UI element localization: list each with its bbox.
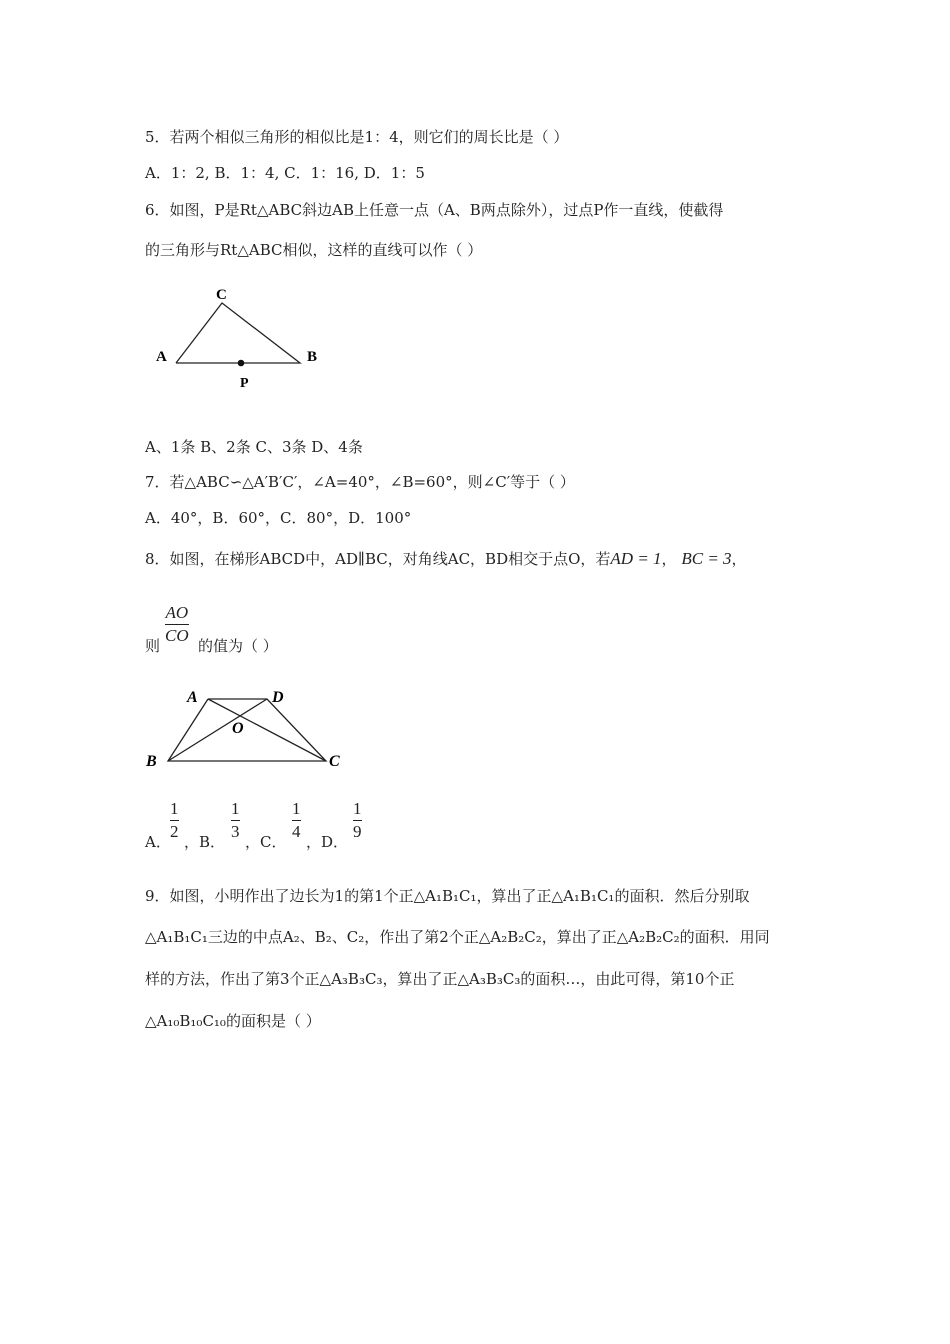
q8-ratio-suffix: 的值为（ ） bbox=[198, 637, 278, 655]
label-b: B bbox=[307, 349, 318, 365]
q8-opt-a-label: A． bbox=[145, 833, 171, 851]
q8-opt-d-label: ，D． bbox=[306, 833, 349, 851]
q5-options: A．1：2, B．1：4, C．1：16, D．1：5 bbox=[145, 164, 425, 182]
trapezoid-abcd bbox=[168, 699, 326, 761]
q8-ratio-fraction bbox=[165, 603, 189, 646]
fraction-bar bbox=[292, 820, 301, 821]
q8-cond-ad: AD = 1 bbox=[610, 549, 662, 568]
q8-opt-c-label: ，C． bbox=[245, 833, 287, 851]
q8-ratio-num: AO bbox=[165, 603, 189, 622]
q8-trapezoid-figure bbox=[140, 684, 355, 776]
q8-opt-b-label: ，B． bbox=[184, 833, 226, 851]
label-d: D bbox=[272, 689, 284, 706]
q6-triangle-figure bbox=[150, 282, 330, 392]
label-p: P bbox=[240, 376, 249, 391]
point-p bbox=[238, 360, 245, 367]
q9-line4: △A₁₀B₁₀C₁₀的面积是（ ） bbox=[145, 1012, 321, 1030]
q7-options: A．40°，B．60°，C．80°，D．100° bbox=[145, 509, 412, 527]
fraction-den: 4 bbox=[292, 822, 301, 841]
q9-line3: 样的方法，作出了第3个正△A₃B₃C₃，算出了正△A₃B₃C₃的面积…，由此可得，第10个正 bbox=[145, 970, 735, 988]
q8-cond-bc: BC = 3 bbox=[681, 549, 732, 568]
label-o: O bbox=[232, 720, 244, 737]
label-a: A bbox=[187, 689, 198, 706]
q6-question-line2: 的三角形与Rt△ABC相似，这样的直线可以作（ ） bbox=[145, 241, 483, 259]
fraction-den: 9 bbox=[353, 822, 362, 841]
q7-question: 7．若△ABC∽△A′B′C′，∠A=40°，∠B=60°，则∠C′等于（ ） bbox=[145, 473, 575, 491]
label-b: B bbox=[146, 753, 157, 770]
q8-ratio-den: CO bbox=[165, 626, 189, 645]
fraction-bar bbox=[353, 820, 362, 821]
fraction-bar bbox=[165, 624, 189, 625]
fraction-num: 1 bbox=[170, 799, 179, 818]
fraction-den: 3 bbox=[231, 822, 240, 841]
q6-options: A、1条 B、2条 C、3条 D、4条 bbox=[145, 438, 363, 456]
q9-line1: 9．如图，小明作出了边长为1的第1个正△A₁B₁C₁，算出了正△A₁B₁C₁的面积．然后分别取 bbox=[145, 887, 750, 905]
q8-question bbox=[145, 549, 747, 569]
label-c: C bbox=[329, 753, 340, 770]
q8-question-text: 8．如图，在梯形ABCD中，AD∥BC，对角线AC，BD相交于点O，若 bbox=[145, 550, 611, 568]
q9-line2: △A₁B₁C₁三边的中点A₂、B₂、C₂，作出了第2个正△A₂B₂C₂，算出了正△A₂B₂C₂的面积．用同 bbox=[145, 928, 770, 946]
q8-ratio-prefix: 则 bbox=[145, 637, 161, 655]
q8-opt-c-fraction bbox=[292, 799, 301, 842]
fraction-den: 2 bbox=[170, 822, 179, 841]
fraction-bar bbox=[170, 820, 179, 821]
q8-opt-d-fraction bbox=[353, 799, 362, 842]
fraction-num: 1 bbox=[353, 799, 362, 818]
q6-question-line1: 6．如图，P是Rt△ABC斜边AB上任意一点（A、B两点除外），过点P作一直线，使截得 bbox=[145, 201, 724, 219]
fraction-num: 1 bbox=[292, 799, 301, 818]
fraction-num: 1 bbox=[231, 799, 240, 818]
fraction-bar bbox=[231, 820, 240, 821]
triangle-abc bbox=[176, 303, 300, 363]
label-c: C bbox=[216, 287, 227, 303]
diagonal-bd bbox=[168, 699, 267, 761]
q5-question: 5．若两个相似三角形的相似比是1：4，则它们的周长比是（ ） bbox=[145, 128, 569, 146]
label-a: A bbox=[156, 349, 167, 365]
q8-opt-a-fraction bbox=[170, 799, 179, 842]
q8-comma2: ， bbox=[731, 550, 747, 568]
diagonal-ac bbox=[208, 699, 326, 761]
q8-comma1: ， bbox=[661, 550, 677, 568]
q8-opt-b-fraction bbox=[231, 799, 240, 842]
